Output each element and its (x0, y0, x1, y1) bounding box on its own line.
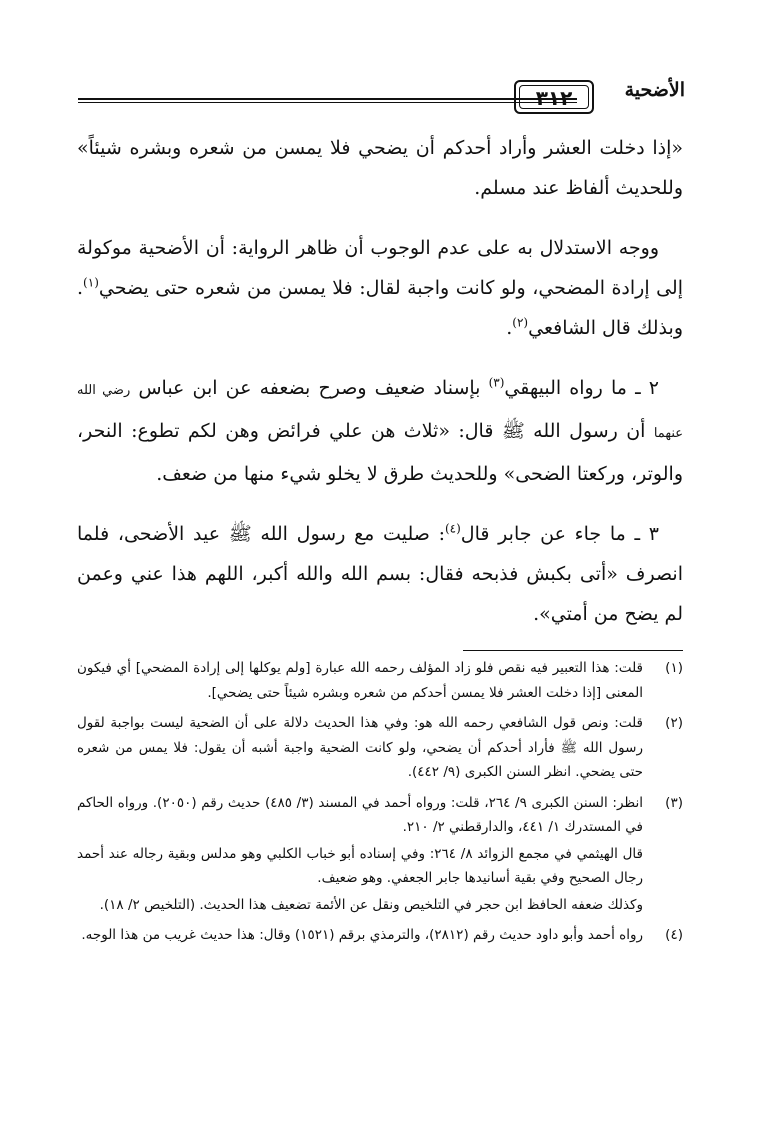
main-text (77, 128, 683, 654)
page-number: ٣١٢ (535, 86, 573, 110)
radi-allah-glyph: رضي الله عنهما (77, 383, 683, 441)
footnote-text: قلت: هذا التعبير فيه نقص فلو زاد المؤلف رحمه الله عبارة [ولم يوكلها إلى إرادة المضحي] أي فيكون المعنى [إذا دخلت العشر فلا يمسن أحدكم من شعره وبشره شيئاً حتى يضحي]. (77, 660, 643, 701)
footnote-number: (٢) (665, 715, 683, 731)
footnote-ref-1[interactable]: (١) (83, 275, 99, 290)
footnote-ref-2[interactable]: (٢) (512, 315, 529, 330)
point-3-text: ٣ ـ ما جاء عن جابر قال (460, 523, 659, 545)
salawat-glyph-2: ﷺ (228, 523, 252, 545)
footnote-ref-4[interactable]: (٤) (444, 521, 461, 536)
header-rule-left-thin (78, 102, 513, 103)
footnote-number: (٤) (665, 927, 683, 943)
footnote-text: قال الهيثمي في مجمع الزوائد ٨/ ٢٦٤: وفي إسناده أبو خباب الكلبي وهو مدلس وبقية رجاله عند أحمد رجال الصحيح وفي بقية أسانيدها جابر الجعفي. وهو ضعيف. (77, 845, 643, 886)
footnote-ref-3[interactable]: (٣) (488, 375, 505, 390)
salawat-glyph: ﷺ (501, 420, 525, 442)
header-rule-left (78, 98, 513, 100)
footnote-2 (77, 711, 683, 785)
footnote-text: قلت: ونص قول الشافعي رحمه الله هو: وفي هذا الحديث دلالة على أن الضحية ليست بواجبة لقول رسول الله ﷺ فأراد أحدكم أن يضحي، ولو كانت الضحية واجبة أشبه أن يقول: فلا يمس من شعره حتى يضحي. انظر السنن الكبرى (٩/ ٤٤٢). (77, 715, 643, 780)
footnote-3 (77, 791, 683, 918)
footnote-number: (١) (665, 660, 683, 676)
point-3-text-2: : صليت مع رسول الله (251, 523, 445, 545)
reasoning-text: ووجه الاستدلال به على عدم الوجوب أن ظاهر الرواية: أن الأضحية موكولة إلى إرادة المضحي، ولو كانت واجبة لقال: فلا يمسن من شعره حتى يضحي (77, 237, 683, 299)
paragraph-point-2 (77, 368, 683, 494)
footnotes (77, 656, 683, 954)
point-2-text-4: قال: «ثلاث هن علي فرائض وهن لكم تطوع: النحر، والوتر، وركعتا الضحى» وللحديث طرق لا يخلو شيء منها من ضعف. (77, 420, 683, 485)
paragraph-hadith-continuation: «إذا دخلت العشر وأراد أحدكم أن يضحي فلا يمسن من شعره وبشره شيئاً» وللحديث ألفاظ عند مسلم. (77, 137, 683, 199)
footnote-divider (463, 650, 683, 651)
point-3-text-3: عيد الأضحى، فلما انصرف «أتى بكبش فذبحه فقال: بسم الله والله أكبر، اللهم هذا عني وعمن لم يضح من أمتي». (77, 523, 683, 625)
footnote-1 (77, 656, 683, 705)
paragraph-reasoning (77, 228, 683, 348)
point-2-text-3: أن رسول الله (524, 420, 654, 442)
footnote-4 (77, 923, 683, 948)
reasoning-text-2: . وبذلك قال الشافعي (77, 277, 683, 339)
footnote-text: وكذلك ضعفه الحافظ ابن حجر في التلخيص ونقل عن الأئمة تضعيف هذا الحديث. (التلخيص ٢/ ١٨). (99, 896, 643, 913)
paragraph-point-3 (77, 514, 683, 634)
footnote-text: رواه أحمد وأبو داود حديث رقم (٢٨١٢)، والترمذي برقم (١٥٢١) وقال: هذا حديث غريب من هذا الوجه. (81, 927, 643, 943)
footnote-text: انظر: السنن الكبرى ٩/ ٢٦٤، قلت: ورواه أحمد في المسند (٣/ ٤٨٥) حديث رقم (٢٠٥٠). ورواه الحاكم في المستدرك ١/ ٤٤١، والدارقطني ٢/ ٢١٠. (77, 794, 644, 835)
point-2-text: ٢ ـ ما رواه البيهقي (504, 377, 659, 399)
point-2-text-2: بإسناد ضعيف وصرح بضعفه عن ابن عباس (130, 377, 489, 399)
reasoning-text-3: . (506, 317, 513, 339)
running-title: الأضحية (624, 79, 685, 101)
page-number-frame (514, 80, 594, 114)
page-header (78, 78, 685, 118)
footnote-number: (٣) (665, 794, 683, 811)
